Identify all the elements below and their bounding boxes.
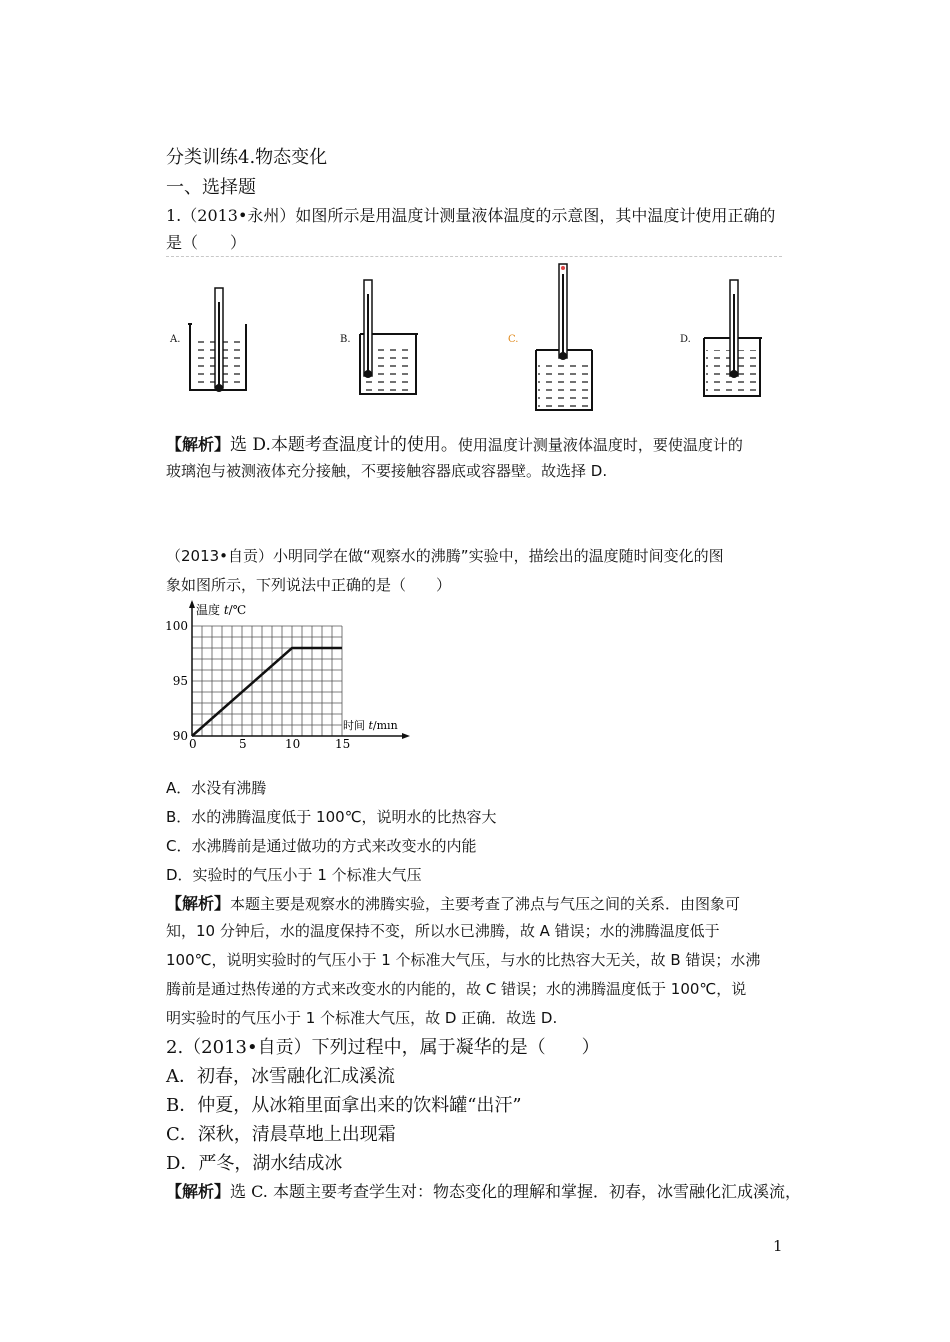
q2-option-a: A．初春，冰雪融化汇成溪流 bbox=[166, 1066, 395, 1087]
qboil-option-b: B．水的沸腾温度低于 100℃，说明水的比热容大 bbox=[166, 808, 497, 826]
option-c-figure bbox=[508, 264, 592, 410]
qboil-analysis-line2: 知，10 分钟后，水的温度保持不变，所以水已沸腾，故 A 错误；水的沸腾温度低于 bbox=[166, 922, 720, 940]
divider bbox=[166, 256, 782, 257]
doc-title: 分类训练4.物态变化 bbox=[166, 147, 328, 168]
q2-analysis-text: 选 C. 本题主要考查学生对：物态变化的理解和掌握．初春，冰雪融化汇成溪流， bbox=[230, 1182, 801, 1201]
x-tick-label: 5 bbox=[239, 737, 247, 751]
qboil-analysis-line3: 100℃，说明实验时的气压小于 1 个标准大气压，与水的比热容大无关，故 B 错误；水沸 bbox=[166, 951, 761, 969]
analysis-tag: 【解析】 bbox=[166, 435, 231, 454]
x-tick-label: 15 bbox=[335, 737, 351, 751]
y-axis-label: 温度 t/℃ bbox=[196, 603, 247, 617]
qboil-analysis-line5: 明实验时的气压小于 1 个标准大气压，故 D 正确．故选 D. bbox=[166, 1009, 558, 1027]
option-b-figure bbox=[340, 280, 418, 394]
qboil-stem-line2: 象如图所示，下列说法中正确的是（ ） bbox=[166, 576, 452, 594]
qboil-stem-line1: （2013•自贡）小明同学在做“观察水的沸腾”实验中，描绘出的温度随时间变化的图 bbox=[166, 547, 724, 565]
x-axis-label: 时间 t/mın bbox=[343, 719, 398, 732]
q1-analysis-line1 bbox=[166, 430, 743, 455]
q1-stem-line1: 1.（2013•永州）如图所示是用温度计测量液体温度的示意图，其中温度计使用正确的 bbox=[166, 206, 776, 225]
q1-analysis-lead: 选 D.本题考查温度计的使用。 bbox=[230, 435, 458, 455]
option-d-figure bbox=[680, 280, 762, 396]
option-d-label: D. bbox=[680, 334, 691, 345]
option-a-label: A. bbox=[170, 334, 181, 345]
x-tick-label: 0 bbox=[189, 737, 197, 751]
option-a-figure bbox=[169, 288, 246, 392]
option-c-label: C. bbox=[508, 334, 519, 345]
q2-option-c: C．深秋，清晨草地上出现霜 bbox=[166, 1124, 396, 1145]
page-number: 1 bbox=[773, 1237, 783, 1255]
analysis-tag: 【解析】 bbox=[166, 1182, 231, 1201]
option-b-label: B. bbox=[340, 334, 351, 345]
q2-analysis bbox=[166, 1179, 801, 1202]
qboil-option-a: A．水没有沸腾 bbox=[166, 779, 267, 797]
qboil-analysis-text: 本题主要是观察水的沸腾实验，主要考查了沸点与气压之间的关系．由图象可 bbox=[230, 895, 741, 913]
y-tick-label: 90 bbox=[172, 729, 188, 743]
qboil-analysis-line1 bbox=[166, 891, 740, 914]
q2-option-b: B．仲夏，从冰箱里面拿出来的饮料罐“出汗” bbox=[166, 1095, 522, 1116]
q1-analysis-rest: 使用温度计测量液体温度时，要使温度计的 bbox=[457, 436, 743, 454]
x-axis-arrow bbox=[402, 733, 410, 739]
thermometer-figures bbox=[160, 258, 800, 418]
x-tick-label: 10 bbox=[285, 737, 301, 751]
q1-analysis-line2: 玻璃泡与被测液体充分接触，不要接触容器底或容器壁。故选择 D. bbox=[166, 462, 608, 480]
q2-stem: 2.（2013•自贡）下列过程中，属于凝华的是（ ） bbox=[166, 1037, 600, 1058]
y-tick-label: 100 bbox=[165, 619, 188, 633]
qboil-option-d: D．实验时的气压小于 1 个标准大气压 bbox=[166, 866, 422, 884]
qboil-analysis-line4: 腾前是通过热传递的方式来改变水的内能的，故 C 错误；水的沸腾温度低于 100℃，说 bbox=[166, 980, 747, 998]
y-axis-arrow bbox=[189, 600, 195, 608]
temperature-time-chart bbox=[160, 598, 420, 758]
qboil-option-c: C．水沸腾前是通过做功的方式来改变水的内能 bbox=[166, 837, 477, 855]
chart-grid bbox=[192, 626, 342, 736]
q1-stem-line2: 是（ ） bbox=[166, 233, 247, 252]
section-heading: 一、选择题 bbox=[166, 177, 256, 198]
chart-tick-labels bbox=[165, 619, 350, 751]
q2-option-d: D．严冬，湖水结成冰 bbox=[166, 1153, 343, 1174]
y-tick-label: 95 bbox=[172, 674, 188, 688]
analysis-tag: 【解析】 bbox=[166, 894, 231, 913]
